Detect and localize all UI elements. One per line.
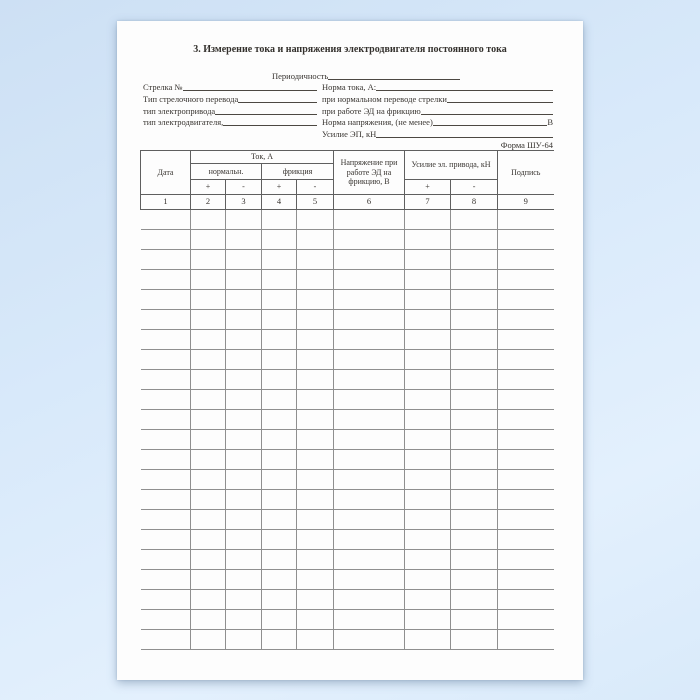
table-cell xyxy=(405,570,451,590)
header-cell-minus: - xyxy=(297,180,334,195)
header-cell-plus: + xyxy=(191,180,226,195)
table-cell xyxy=(262,430,297,450)
table-cell xyxy=(226,590,262,610)
table-cell xyxy=(405,450,451,470)
table-cell xyxy=(262,370,297,390)
header-cell-normal: нормальн. xyxy=(191,164,262,180)
table-row xyxy=(141,370,554,390)
table-cell xyxy=(334,450,405,470)
header-cell-minus: - xyxy=(451,180,498,195)
table-cell xyxy=(141,370,191,390)
table-cell xyxy=(405,230,451,250)
table-row xyxy=(141,530,554,550)
header-cell-force-group: Усилие эл. привода, кН xyxy=(405,151,498,180)
table-cell xyxy=(262,590,297,610)
table-row xyxy=(141,590,554,610)
table-cell xyxy=(297,510,334,530)
field-row xyxy=(143,92,553,104)
table-cell xyxy=(498,470,554,490)
table-cell xyxy=(262,250,297,270)
table-cell xyxy=(226,470,262,490)
table-cell xyxy=(141,410,191,430)
table-cell xyxy=(498,390,554,410)
table-cell xyxy=(297,210,334,230)
table-cell xyxy=(334,270,405,290)
table-row xyxy=(141,570,554,590)
table-cell xyxy=(451,590,498,610)
column-number-cell: 1 xyxy=(141,195,191,210)
table-row xyxy=(141,270,554,290)
table-cell xyxy=(226,250,262,270)
table-cell xyxy=(451,410,498,430)
field-row xyxy=(143,81,553,93)
table-cell xyxy=(498,570,554,590)
table-cell xyxy=(405,510,451,530)
table-cell xyxy=(334,530,405,550)
table-cell xyxy=(262,570,297,590)
table-cell xyxy=(226,430,262,450)
field-row xyxy=(143,127,553,139)
table-cell xyxy=(191,450,226,470)
table-cell xyxy=(297,450,334,470)
table-row xyxy=(141,310,554,330)
table-cell xyxy=(405,630,451,650)
table-row xyxy=(141,330,554,350)
table-cell xyxy=(141,610,191,630)
table-cell xyxy=(191,630,226,650)
table-cell xyxy=(297,250,334,270)
table-cell xyxy=(141,270,191,290)
fill-in-line xyxy=(376,137,553,138)
field-row xyxy=(143,116,553,128)
measurement-table xyxy=(140,150,554,650)
table-cell xyxy=(405,430,451,450)
table-cell xyxy=(262,270,297,290)
fill-in-line xyxy=(376,90,553,91)
table-cell xyxy=(262,330,297,350)
table-cell xyxy=(498,550,554,570)
fill-in-line xyxy=(223,125,317,126)
table-cell xyxy=(191,610,226,630)
table-cell xyxy=(141,570,191,590)
table-cell xyxy=(498,630,554,650)
table-row xyxy=(141,250,554,270)
table-cell xyxy=(451,550,498,570)
table-cell xyxy=(226,390,262,410)
table-cell xyxy=(297,570,334,590)
table-cell xyxy=(334,410,405,430)
table-cell xyxy=(141,290,191,310)
field-label: Стрелка № xyxy=(143,82,183,93)
table-cell xyxy=(498,410,554,430)
table-cell xyxy=(141,550,191,570)
table-cell xyxy=(334,570,405,590)
column-number-cell: 8 xyxy=(451,195,498,210)
table-cell xyxy=(334,350,405,370)
table-cell xyxy=(226,510,262,530)
fill-in-line xyxy=(447,102,553,103)
column-number-cell: 7 xyxy=(405,195,451,210)
column-number-cell: 4 xyxy=(262,195,297,210)
table-cell xyxy=(334,210,405,230)
table-cell xyxy=(191,490,226,510)
table-cell xyxy=(226,630,262,650)
table-cell xyxy=(498,510,554,530)
fill-in-line xyxy=(433,125,548,126)
table-row xyxy=(141,290,554,310)
table-cell xyxy=(451,470,498,490)
table-cell xyxy=(297,490,334,510)
table-cell xyxy=(141,390,191,410)
table-cell xyxy=(405,490,451,510)
table-cell xyxy=(498,450,554,470)
table-cell xyxy=(405,550,451,570)
field-label: Норма тока, А: xyxy=(322,82,377,93)
table-cell xyxy=(191,390,226,410)
table-cell xyxy=(141,310,191,330)
table-cell xyxy=(191,230,226,250)
header-cell-current-group: Ток, А xyxy=(191,151,334,164)
table-cell xyxy=(451,450,498,470)
table-cell xyxy=(405,410,451,430)
table-cell xyxy=(226,450,262,470)
table-cell xyxy=(451,350,498,370)
table-cell xyxy=(498,330,554,350)
table-cell xyxy=(451,370,498,390)
table-cell xyxy=(498,210,554,230)
table-cell xyxy=(297,530,334,550)
table-cell xyxy=(262,210,297,230)
table-cell xyxy=(262,530,297,550)
table-cell xyxy=(297,430,334,450)
table-cell xyxy=(334,430,405,450)
table-cell xyxy=(226,370,262,390)
table-row xyxy=(141,490,554,510)
table-cell xyxy=(451,390,498,410)
table-cell xyxy=(191,510,226,530)
table-cell xyxy=(262,410,297,430)
fill-in-line xyxy=(238,102,317,103)
table-cell xyxy=(191,590,226,610)
field-label: при нормальном переводе стрелки xyxy=(322,94,447,105)
table-cell xyxy=(191,210,226,230)
table-cell xyxy=(498,370,554,390)
table-header xyxy=(141,151,554,210)
table-cell xyxy=(334,290,405,310)
table-cell xyxy=(141,210,191,230)
table-cell xyxy=(191,270,226,290)
table-cell xyxy=(297,230,334,250)
table-cell xyxy=(191,350,226,370)
table-cell xyxy=(334,370,405,390)
table-cell xyxy=(191,310,226,330)
table-cell xyxy=(498,250,554,270)
table-cell xyxy=(226,290,262,310)
table-body xyxy=(141,210,554,650)
table-cell xyxy=(334,610,405,630)
table-cell xyxy=(405,270,451,290)
table-cell xyxy=(191,470,226,490)
table-cell xyxy=(141,470,191,490)
table-cell xyxy=(141,430,191,450)
table-cell xyxy=(141,230,191,250)
table-cell xyxy=(334,310,405,330)
page-title: 3. Измерение тока и напряжения электродвигателя постоянного тока xyxy=(193,44,507,55)
fill-in-line xyxy=(215,114,317,115)
table-cell xyxy=(405,390,451,410)
field-label: Тип стрелочного перевода xyxy=(143,94,239,105)
table-cell xyxy=(141,510,191,530)
column-number-cell: 3 xyxy=(226,195,262,210)
table-cell xyxy=(334,230,405,250)
header-fields xyxy=(143,69,553,152)
table-cell xyxy=(405,310,451,330)
table-cell xyxy=(405,370,451,390)
table-cell xyxy=(451,310,498,330)
table-cell xyxy=(297,290,334,310)
table-cell xyxy=(141,450,191,470)
table-cell xyxy=(297,590,334,610)
field-label: при работе ЭД на фрикцию xyxy=(322,105,421,116)
table-cell xyxy=(262,630,297,650)
table-cell xyxy=(262,390,297,410)
table-cell xyxy=(141,490,191,510)
column-number-cell: 9 xyxy=(498,195,554,210)
field-row-periodicity xyxy=(143,69,553,81)
table-cell xyxy=(191,430,226,450)
table-cell xyxy=(262,510,297,530)
table-cell xyxy=(498,430,554,450)
table-cell xyxy=(405,290,451,310)
table-cell xyxy=(226,550,262,570)
table-row xyxy=(141,210,554,230)
table-row xyxy=(141,350,554,370)
table-cell xyxy=(226,610,262,630)
table-cell xyxy=(141,350,191,370)
table-cell xyxy=(334,330,405,350)
table-cell xyxy=(405,470,451,490)
table-cell xyxy=(141,590,191,610)
table-cell xyxy=(297,330,334,350)
table-cell xyxy=(226,270,262,290)
table-cell xyxy=(191,410,226,430)
field-label: тип электродвигателя, xyxy=(143,117,224,128)
fill-in-line xyxy=(421,114,553,115)
table-cell xyxy=(405,530,451,550)
table-cell xyxy=(226,210,262,230)
table-cell xyxy=(262,230,297,250)
table-cell xyxy=(141,330,191,350)
table-cell xyxy=(334,510,405,530)
table-cell xyxy=(191,250,226,270)
table-cell xyxy=(405,350,451,370)
table-cell xyxy=(262,610,297,630)
table-cell xyxy=(297,470,334,490)
table-cell xyxy=(262,350,297,370)
field-row xyxy=(143,104,553,116)
table-cell xyxy=(226,410,262,430)
field-suffix: В xyxy=(547,117,553,128)
table-cell xyxy=(191,570,226,590)
table-cell xyxy=(226,230,262,250)
table-row xyxy=(141,230,554,250)
table-cell xyxy=(451,230,498,250)
table-cell xyxy=(141,250,191,270)
table-cell xyxy=(405,330,451,350)
table-cell xyxy=(226,310,262,330)
document-page xyxy=(117,21,583,680)
table-cell xyxy=(226,530,262,550)
column-number-cell: 2 xyxy=(191,195,226,210)
field-label: Периодичность xyxy=(272,70,329,81)
table-cell xyxy=(297,630,334,650)
table-cell xyxy=(226,490,262,510)
table-row xyxy=(141,470,554,490)
table-cell xyxy=(334,390,405,410)
table-cell xyxy=(498,530,554,550)
table-cell xyxy=(262,450,297,470)
table-row xyxy=(141,410,554,430)
header-cell-voltage: Напряжение при работе ЭД на фрикцию, В xyxy=(334,151,405,195)
table-cell xyxy=(451,530,498,550)
table-row xyxy=(141,430,554,450)
table-cell xyxy=(405,610,451,630)
table-cell xyxy=(226,570,262,590)
table-cell xyxy=(451,570,498,590)
table-row xyxy=(141,610,554,630)
table-cell xyxy=(141,530,191,550)
table-cell xyxy=(297,610,334,630)
table-cell xyxy=(451,270,498,290)
table-cell xyxy=(498,270,554,290)
table-cell xyxy=(498,290,554,310)
table-cell xyxy=(191,370,226,390)
table-cell xyxy=(297,370,334,390)
table-cell xyxy=(262,290,297,310)
table-cell xyxy=(451,510,498,530)
table-cell xyxy=(226,350,262,370)
table-row xyxy=(141,630,554,650)
table-cell xyxy=(262,550,297,570)
table-cell xyxy=(262,470,297,490)
column-number-cell: 5 xyxy=(297,195,334,210)
table-row xyxy=(141,550,554,570)
header-cell-minus: - xyxy=(226,180,262,195)
table-cell xyxy=(451,610,498,630)
fill-in-line xyxy=(328,79,460,80)
table-cell xyxy=(191,550,226,570)
table-row xyxy=(141,390,554,410)
table-cell xyxy=(498,230,554,250)
table-cell xyxy=(498,590,554,610)
table-cell xyxy=(498,490,554,510)
table-cell xyxy=(405,250,451,270)
table-cell xyxy=(498,310,554,330)
table-cell xyxy=(297,350,334,370)
table-cell xyxy=(498,350,554,370)
header-cell-friction: фрикция xyxy=(262,164,334,180)
table-cell xyxy=(451,210,498,230)
fill-in-line xyxy=(183,90,317,91)
table-cell xyxy=(451,250,498,270)
table-cell xyxy=(498,610,554,630)
table-cell xyxy=(451,290,498,310)
table-cell xyxy=(262,490,297,510)
table-cell xyxy=(262,310,297,330)
table-cell xyxy=(451,430,498,450)
header-cell-date: Дата xyxy=(141,151,191,195)
form-number-label: Форма ШУ-64 xyxy=(500,140,553,151)
table-cell xyxy=(334,550,405,570)
column-number-row xyxy=(141,195,554,210)
table-cell xyxy=(405,590,451,610)
table-cell xyxy=(334,470,405,490)
table-cell xyxy=(191,290,226,310)
field-label: тип электропривода xyxy=(143,105,216,116)
table-cell xyxy=(191,330,226,350)
table-cell xyxy=(451,330,498,350)
header-cell-plus: + xyxy=(405,180,451,195)
table-cell xyxy=(451,630,498,650)
table-cell xyxy=(451,490,498,510)
table-row xyxy=(141,510,554,530)
table-cell xyxy=(405,210,451,230)
header-cell-signature: Подпись xyxy=(498,151,554,195)
table-row xyxy=(141,450,554,470)
table-cell xyxy=(334,250,405,270)
table-cell xyxy=(334,490,405,510)
table-cell xyxy=(297,310,334,330)
table-cell xyxy=(334,630,405,650)
table-cell xyxy=(297,270,334,290)
table-cell xyxy=(226,330,262,350)
table-cell xyxy=(334,590,405,610)
table-cell xyxy=(297,390,334,410)
table-cell xyxy=(191,530,226,550)
table-cell xyxy=(297,550,334,570)
table-cell xyxy=(141,630,191,650)
table-cell xyxy=(297,410,334,430)
column-number-cell: 6 xyxy=(334,195,405,210)
header-cell-plus: + xyxy=(262,180,297,195)
field-label: Норма напряжения, (не менее) xyxy=(322,117,433,128)
field-label: Усилие ЭП, кН xyxy=(322,129,377,140)
